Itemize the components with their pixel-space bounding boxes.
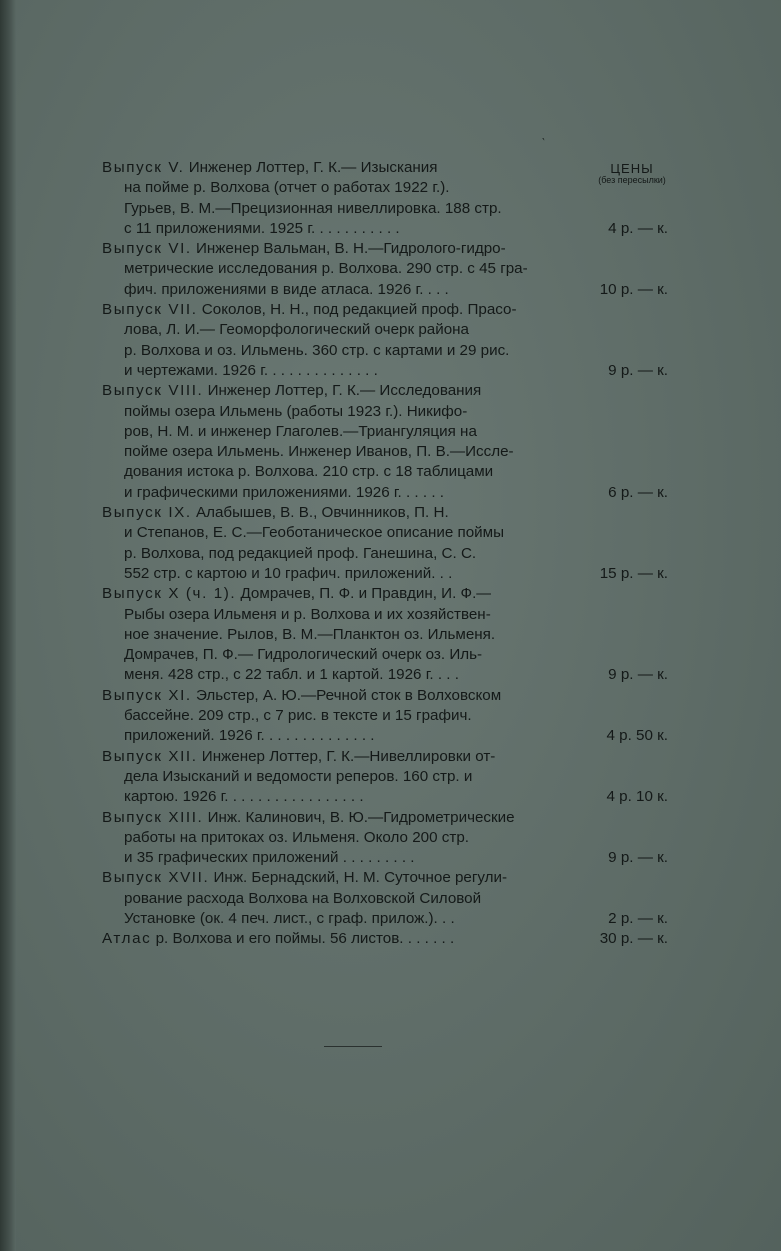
entry-text: Рыбы озера Ильменя и р. Волхова и их хозяйствен- — [124, 605, 491, 623]
entry-line — [88, 483, 668, 503]
entry-text: Инженер Вальман, В. Н.—Гидролого-гидро- — [195, 240, 506, 258]
publication-list — [88, 158, 668, 950]
entry-line — [88, 605, 668, 625]
entry-text: меня. 428 стр., с 22 табл. и 1 картой. 1926 г. . . . — [124, 666, 459, 684]
entry-line — [88, 808, 668, 828]
entry-text: и 35 графических приложений . . . . . . . . . — [124, 849, 415, 867]
publication-entry — [88, 747, 668, 808]
price-value: 10 р. — к. — [599, 280, 668, 298]
entry-text: дования истока р. Волхова. 210 стр. с 18 таблицами — [124, 463, 494, 481]
entry-line — [88, 341, 668, 361]
price-value: 2 р. — к. — [608, 909, 668, 927]
entry-line — [88, 381, 668, 401]
publication-entry — [88, 300, 668, 381]
entry-line — [88, 787, 668, 807]
issue-label: Выпуск XI. — [102, 686, 192, 704]
entry-text: р. Волхова, под редакцией проф. Ганешина, С. С. — [124, 544, 477, 562]
publication-entry — [88, 868, 668, 929]
publication-entry — [88, 503, 668, 584]
entry-line — [88, 178, 668, 198]
price-value: 15 р. — к. — [599, 564, 668, 582]
closing-rule — [324, 1046, 382, 1047]
entry-text: дела Изысканий и ведомости реперов. 160 стр. и — [124, 767, 473, 785]
entry-text: фич. приложениями в виде атласа. 1926 г. . . . — [124, 280, 449, 298]
publication-entry — [88, 239, 668, 300]
entry-text: 552 стр. с картою и 10 графич. приложений. . . — [124, 564, 453, 582]
book-spine — [0, 0, 16, 1251]
entry-line — [88, 422, 668, 442]
entry-text: Инженер Лоттер, Г. К.—Нивеллировки от- — [201, 747, 496, 765]
entry-text: ное значение. Рылов, В. М.—Планктон оз. Ильменя. — [124, 625, 496, 643]
issue-label: Выпуск VIII. — [102, 382, 204, 400]
entry-text: пойме озера Ильмень. Инженер Иванов, П. В.—Иссле- — [124, 443, 514, 461]
entry-line — [88, 625, 668, 645]
publication-entry — [88, 584, 668, 685]
entry-line — [88, 361, 668, 381]
entry-text: метрические исследования р. Волхова. 290 стр. с 45 гра- — [124, 260, 528, 278]
entry-line — [88, 909, 668, 929]
publication-entry — [88, 686, 668, 747]
price-value: 4 р. — к. — [608, 219, 668, 237]
prices-header-note: (без пересылки) — [598, 175, 666, 185]
entry-line — [88, 462, 668, 482]
price-value: 9 р. — к. — [608, 361, 668, 379]
print-mark: ‵ — [542, 136, 545, 150]
price-value: 9 р. — к. — [608, 849, 668, 867]
entry-line — [88, 320, 668, 340]
entry-line — [88, 868, 668, 888]
entry-line — [88, 503, 668, 523]
entry-text: Эльстер, А. Ю.—Речной сток в Волховском — [195, 686, 502, 704]
entry-line — [88, 158, 668, 178]
entry-line — [88, 665, 668, 685]
entry-text: поймы озера Ильмень (работы 1923 г.). Никифо- — [124, 402, 468, 420]
issue-label: Выпуск VII. — [102, 301, 198, 319]
entry-line — [88, 564, 668, 584]
entry-text: Соколов, Н. Н., под редакцией проф. Прасо- — [201, 301, 517, 319]
entry-line — [88, 584, 668, 604]
entry-text: и графическими приложениями. 1926 г. . . . . . — [124, 483, 444, 501]
entry-line — [88, 889, 668, 909]
entry-line — [88, 726, 668, 746]
entry-text: Гурьев, В. М.—Прецизионная нивеллировка. 188 стр. — [124, 199, 502, 217]
entry-line — [88, 767, 668, 787]
entry-line — [88, 523, 668, 543]
entry-line — [88, 645, 668, 665]
entry-text: бассейне. 209 стр., с 7 рис. в тексте и 15 графич. — [124, 707, 472, 725]
entry-line — [88, 300, 668, 320]
entry-line — [88, 402, 668, 422]
entry-text: приложений. 1926 г. . . . . . . . . . . . . . — [124, 727, 375, 745]
entry-text: работы на притоках оз. Ильменя. Около 200 стр. — [124, 828, 469, 846]
entry-line — [88, 259, 668, 279]
entry-text: Инж. Бернадский, Н. М. Суточное регули- — [213, 869, 508, 887]
entry-text: Инженер Лоттер, Г. К.— Исследования — [207, 382, 482, 400]
entry-line — [88, 442, 668, 462]
entry-line — [88, 747, 668, 767]
entry-text: и чертежами. 1926 г. . . . . . . . . . . . . . — [124, 361, 378, 379]
issue-label: Выпуск XIII. — [102, 808, 204, 826]
price-value: 9 р. — к. — [608, 666, 668, 684]
publication-entry — [88, 929, 668, 949]
entry-text: Алабышев, В. В., Овчинников, П. Н. — [195, 504, 449, 522]
entry-text: с 11 приложениями. 1925 г. . . . . . . . . . . — [124, 219, 400, 237]
entry-text: картою. 1926 г. . . . . . . . . . . . . . . . . — [124, 788, 364, 806]
entry-line — [88, 828, 668, 848]
entry-text: и Степанов, Е. С.—Геоботаническое описание поймы — [124, 524, 504, 542]
entry-text: рование расхода Волхова на Волховской Силовой — [124, 889, 482, 907]
entry-text: Инж. Калинович, В. Ю.—Гидрометрические — [207, 808, 515, 826]
entry-text: Установке (ок. 4 печ. лист., с граф. прилож.). . . — [124, 909, 455, 927]
issue-label: Выпуск IX. — [102, 504, 192, 522]
entry-text: Инженер Лоттер, Г. К.— Изыскания — [188, 159, 438, 176]
price-value: 4 р. 50 к. — [606, 727, 668, 745]
entry-line — [88, 219, 668, 239]
publication-entry — [88, 381, 668, 503]
entry-line — [88, 706, 668, 726]
issue-label: Выпуск XII. — [102, 747, 198, 765]
price-value: 6 р. — к. — [608, 483, 668, 501]
entry-line — [88, 280, 668, 300]
entry-text: лова, Л. И.— Геоморфологический очерк района — [124, 321, 469, 339]
entry-line — [88, 199, 668, 219]
issue-label: Атлас — [102, 930, 152, 948]
issue-label: Выпуск VI. — [102, 240, 192, 258]
issue-label: Выпуск V. — [102, 159, 185, 176]
publication-entry — [88, 158, 668, 239]
entry-line — [88, 239, 668, 259]
issue-label: Выпуск X (ч. 1). — [102, 585, 237, 603]
entry-line — [88, 848, 668, 868]
price-value: 30 р. — к. — [599, 930, 668, 948]
entry-text: ров, Н. М. и инженер Глаголев.—Триангуляция на — [124, 422, 477, 440]
price-value: 4 р. 10 к. — [606, 788, 668, 806]
entry-text: р. Волхова и его поймы. 56 листов. . . . . . . — [155, 930, 455, 948]
entry-line — [88, 686, 668, 706]
entry-line — [88, 544, 668, 564]
entry-text: Домрачев, П. Ф.— Гидрологический очерк оз. Иль- — [124, 646, 483, 664]
entry-text: р. Волхова и оз. Ильмень. 360 стр. с картами и 29 рис. — [124, 341, 510, 359]
entry-line — [88, 929, 668, 949]
entry-text: Домрачев, П. Ф. и Правдин, И. Ф.— — [240, 585, 492, 603]
issue-label: Выпуск XVII. — [102, 869, 210, 887]
entry-text: на пойме р. Волхова (отчет о работах 1922 г.). — [124, 179, 450, 197]
publication-entry — [88, 808, 668, 869]
prices-header-title: ЦЕНЫ — [610, 161, 654, 176]
